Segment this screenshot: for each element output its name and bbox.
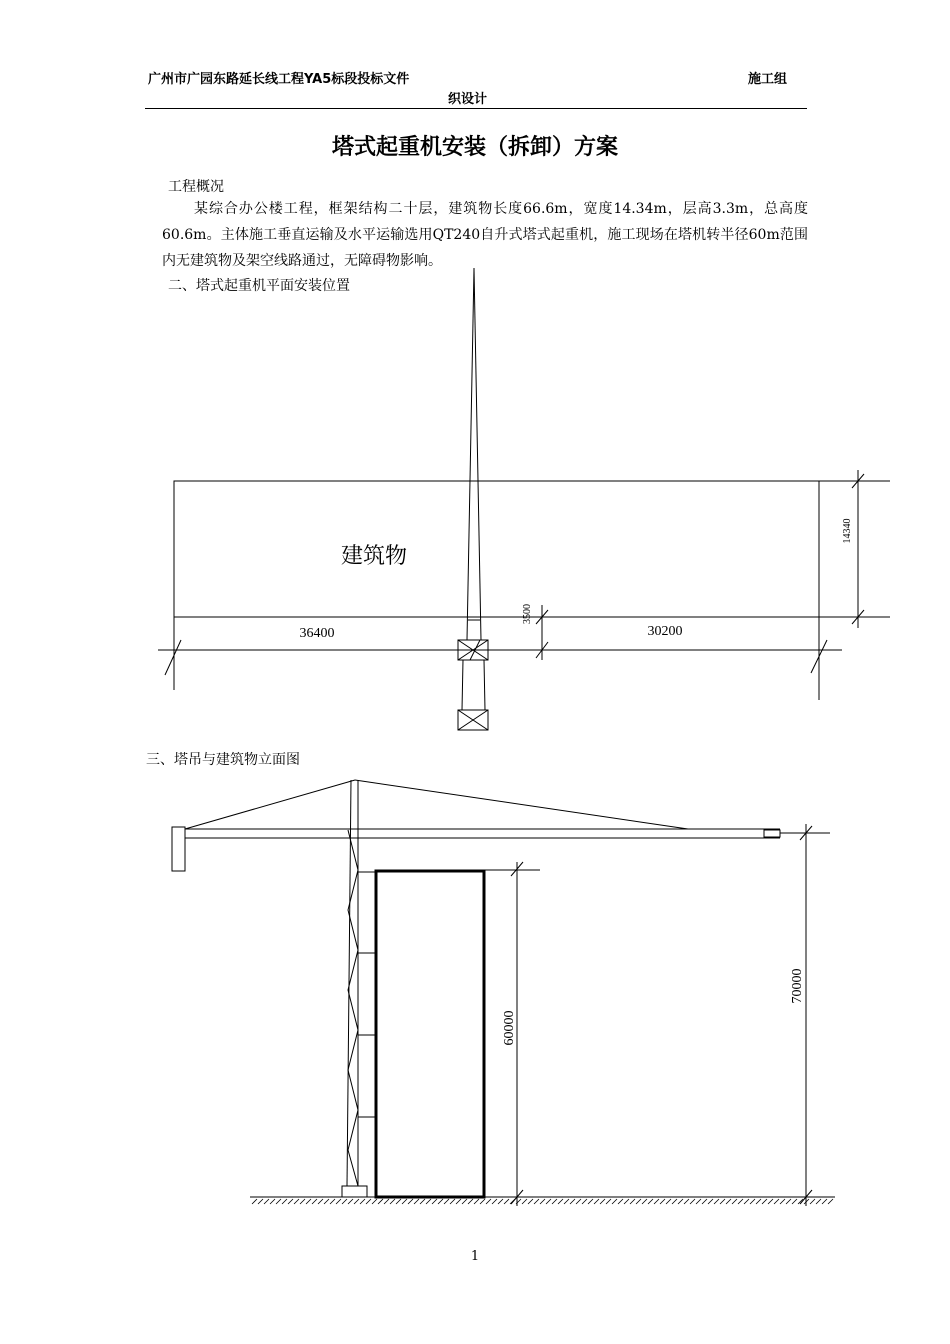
header-section: 施工组 <box>748 72 788 87</box>
section-heading-plan: 二、塔式起重机平面安装位置 <box>168 278 350 294</box>
mast-foot <box>342 1186 367 1197</box>
ground-hatching <box>252 1199 833 1204</box>
jib-tie <box>355 780 688 829</box>
dim-offset-label: 3500 <box>522 604 533 624</box>
dim-left-label: 36400 <box>299 626 335 641</box>
building-elevation <box>376 871 484 1197</box>
section-heading-overview: 工程概况 <box>168 179 224 195</box>
header-title: 广州市广园东路延长线工程YA5标段投标文件 <box>148 72 410 87</box>
counterweight <box>172 827 185 871</box>
section-heading-elevation: 三、塔吊与建筑物立面图 <box>146 752 300 768</box>
overview-paragraph: 某综合办公楼工程，框架结构二十层，建筑物长度66.6m，宽度14.34m，层高3.3m，总高度60.6m。主体施工垂直运输及水平运输选用QT240自升式塔式起重机，施工现场在塔机转半径60m范围内无建筑物及架空线路通过，无障碍物影响。 <box>162 201 808 269</box>
counter-jib-tie <box>185 780 355 829</box>
header-section-continued: 织设计 <box>448 92 488 107</box>
dim-width-label: 14340 <box>842 518 853 544</box>
dim-right-label: 30200 <box>647 624 683 639</box>
dim-crane-height-label: 70000 <box>790 968 805 1004</box>
building-label: 建筑物 <box>340 544 408 569</box>
page-title: 塔式起重机安装（拆卸）方案 <box>331 135 618 160</box>
dim-building-height-label: 60000 <box>502 1010 517 1046</box>
page-number: 1 <box>470 1249 480 1264</box>
